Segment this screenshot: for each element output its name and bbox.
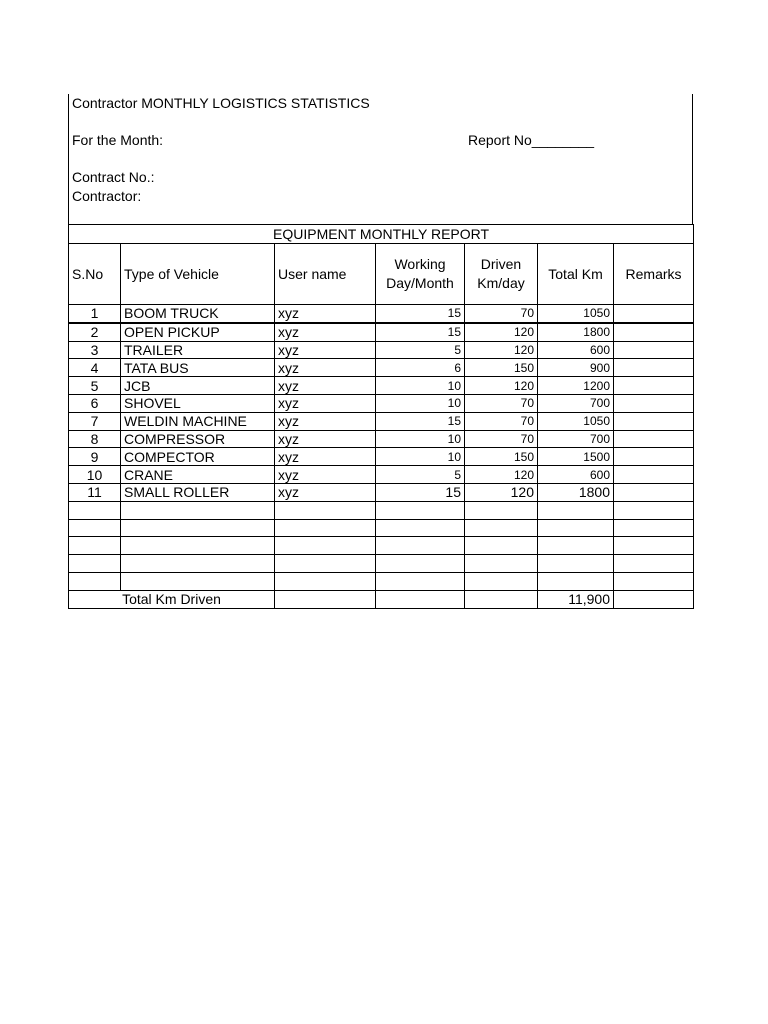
cell-type: BOOM TRUCK [121, 305, 275, 323]
cell-total: 700 [538, 394, 614, 412]
empty-row [69, 501, 694, 519]
total-km-value: 11,900 [538, 590, 614, 608]
for-month-label: For the Month: [72, 132, 164, 148]
cell-total: 1050 [538, 305, 614, 323]
table-row [69, 341, 694, 359]
column-header-row [69, 244, 694, 305]
cell-user: xyz [275, 448, 376, 466]
cell-kmday: 120 [465, 466, 538, 484]
cell-user: xyz [275, 305, 376, 323]
report-sheet [68, 94, 693, 609]
equipment-table [68, 224, 694, 609]
empty-row [69, 555, 694, 573]
table-row [69, 394, 694, 412]
cell-type: COMPRESSOR [121, 430, 275, 448]
cell-sno: 9 [69, 448, 121, 466]
cell-total: 600 [538, 341, 614, 359]
cell-user: xyz [275, 377, 376, 395]
equipment-report-title: EQUIPMENT MONTHLY REPORT [69, 225, 694, 244]
report-header [68, 94, 693, 224]
cell-sno: 8 [69, 430, 121, 448]
cell-kmday: 70 [465, 412, 538, 430]
col-header-working-line2: Day/Month [386, 275, 454, 291]
cell-user: xyz [275, 359, 376, 377]
cell-total: 600 [538, 466, 614, 484]
cell-type: WELDIN MACHINE [121, 412, 275, 430]
cell-user: xyz [275, 394, 376, 412]
cell-remarks [614, 394, 694, 412]
cell-sno: 3 [69, 341, 121, 359]
cell-type: SMALL ROLLER [121, 483, 275, 501]
col-header-type: Type of Vehicle [121, 244, 275, 305]
cell-sno: 6 [69, 394, 121, 412]
col-header-driven-line2: Km/day [477, 275, 525, 291]
cell-days: 15 [376, 412, 465, 430]
col-header-sno: S.No [69, 244, 121, 305]
empty-row [69, 519, 694, 537]
cell-days: 6 [376, 359, 465, 377]
cell-kmday: 150 [465, 359, 538, 377]
cell-user: xyz [275, 430, 376, 448]
cell-user: xyz [275, 341, 376, 359]
empty-row [69, 537, 694, 555]
cell-remarks [614, 466, 694, 484]
cell-total: 700 [538, 430, 614, 448]
cell-type: SHOVEL [121, 394, 275, 412]
cell-type: TRAILER [121, 341, 275, 359]
cell-remarks [614, 483, 694, 501]
table-row [69, 430, 694, 448]
cell-user: xyz [275, 483, 376, 501]
cell-kmday: 120 [465, 323, 538, 341]
cell-remarks [614, 412, 694, 430]
cell-kmday: 70 [465, 430, 538, 448]
cell-days: 10 [376, 430, 465, 448]
cell-days: 15 [376, 305, 465, 323]
table-row [69, 483, 694, 501]
table-row [69, 323, 694, 341]
table-row [69, 359, 694, 377]
table-row [69, 305, 694, 323]
cell-user: xyz [275, 323, 376, 341]
cell-total: 1200 [538, 377, 614, 395]
report-heading: Contractor MONTHLY LOGISTICS STATISTICS [72, 95, 370, 111]
cell-remarks [614, 341, 694, 359]
cell-sno: 2 [69, 323, 121, 341]
col-header-remarks: Remarks [614, 244, 694, 305]
cell-user: xyz [275, 466, 376, 484]
cell-user: xyz [275, 412, 376, 430]
cell-type: COMPECTOR [121, 448, 275, 466]
cell-days: 15 [376, 483, 465, 501]
col-header-driven [465, 244, 538, 305]
cell-type: TATA BUS [121, 359, 275, 377]
cell-total: 900 [538, 359, 614, 377]
cell-remarks [614, 448, 694, 466]
col-header-working-line1: Working [394, 256, 446, 272]
total-km-label: Total Km Driven [69, 590, 275, 608]
cell-remarks [614, 323, 694, 341]
cell-remarks [614, 430, 694, 448]
cell-kmday: 120 [465, 341, 538, 359]
cell-days: 10 [376, 394, 465, 412]
cell-days: 15 [376, 323, 465, 341]
cell-sno: 11 [69, 483, 121, 501]
col-header-user: User name [275, 244, 376, 305]
cell-total: 1050 [538, 412, 614, 430]
cell-total: 1800 [538, 323, 614, 341]
cell-total: 1800 [538, 483, 614, 501]
cell-type: JCB [121, 377, 275, 395]
cell-sno: 1 [69, 305, 121, 323]
table-row [69, 377, 694, 395]
table-row [69, 448, 694, 466]
cell-type: CRANE [121, 466, 275, 484]
col-header-driven-line1: Driven [480, 256, 522, 272]
col-header-total: Total Km [538, 244, 614, 305]
cell-kmday: 70 [465, 394, 538, 412]
cell-remarks [614, 359, 694, 377]
cell-total: 1500 [538, 448, 614, 466]
cell-days: 10 [376, 377, 465, 395]
cell-remarks [614, 305, 694, 323]
cell-days: 10 [376, 448, 465, 466]
report-no-label: Report No________ [468, 132, 595, 148]
cell-days: 5 [376, 341, 465, 359]
cell-sno: 4 [69, 359, 121, 377]
total-row [69, 590, 694, 608]
cell-days: 5 [376, 466, 465, 484]
table-row [69, 466, 694, 484]
cell-remarks [614, 377, 694, 395]
cell-sno: 10 [69, 466, 121, 484]
cell-kmday: 120 [465, 377, 538, 395]
cell-kmday: 70 [465, 305, 538, 323]
cell-sno: 7 [69, 412, 121, 430]
empty-row [69, 572, 694, 590]
table-row [69, 412, 694, 430]
cell-type: OPEN PICKUP [121, 323, 275, 341]
cell-sno: 5 [69, 377, 121, 395]
contractor-label: Contractor: [72, 188, 142, 204]
cell-kmday: 120 [465, 483, 538, 501]
col-header-working [376, 244, 465, 305]
contract-no-label: Contract No.: [72, 169, 155, 185]
cell-kmday: 150 [465, 448, 538, 466]
